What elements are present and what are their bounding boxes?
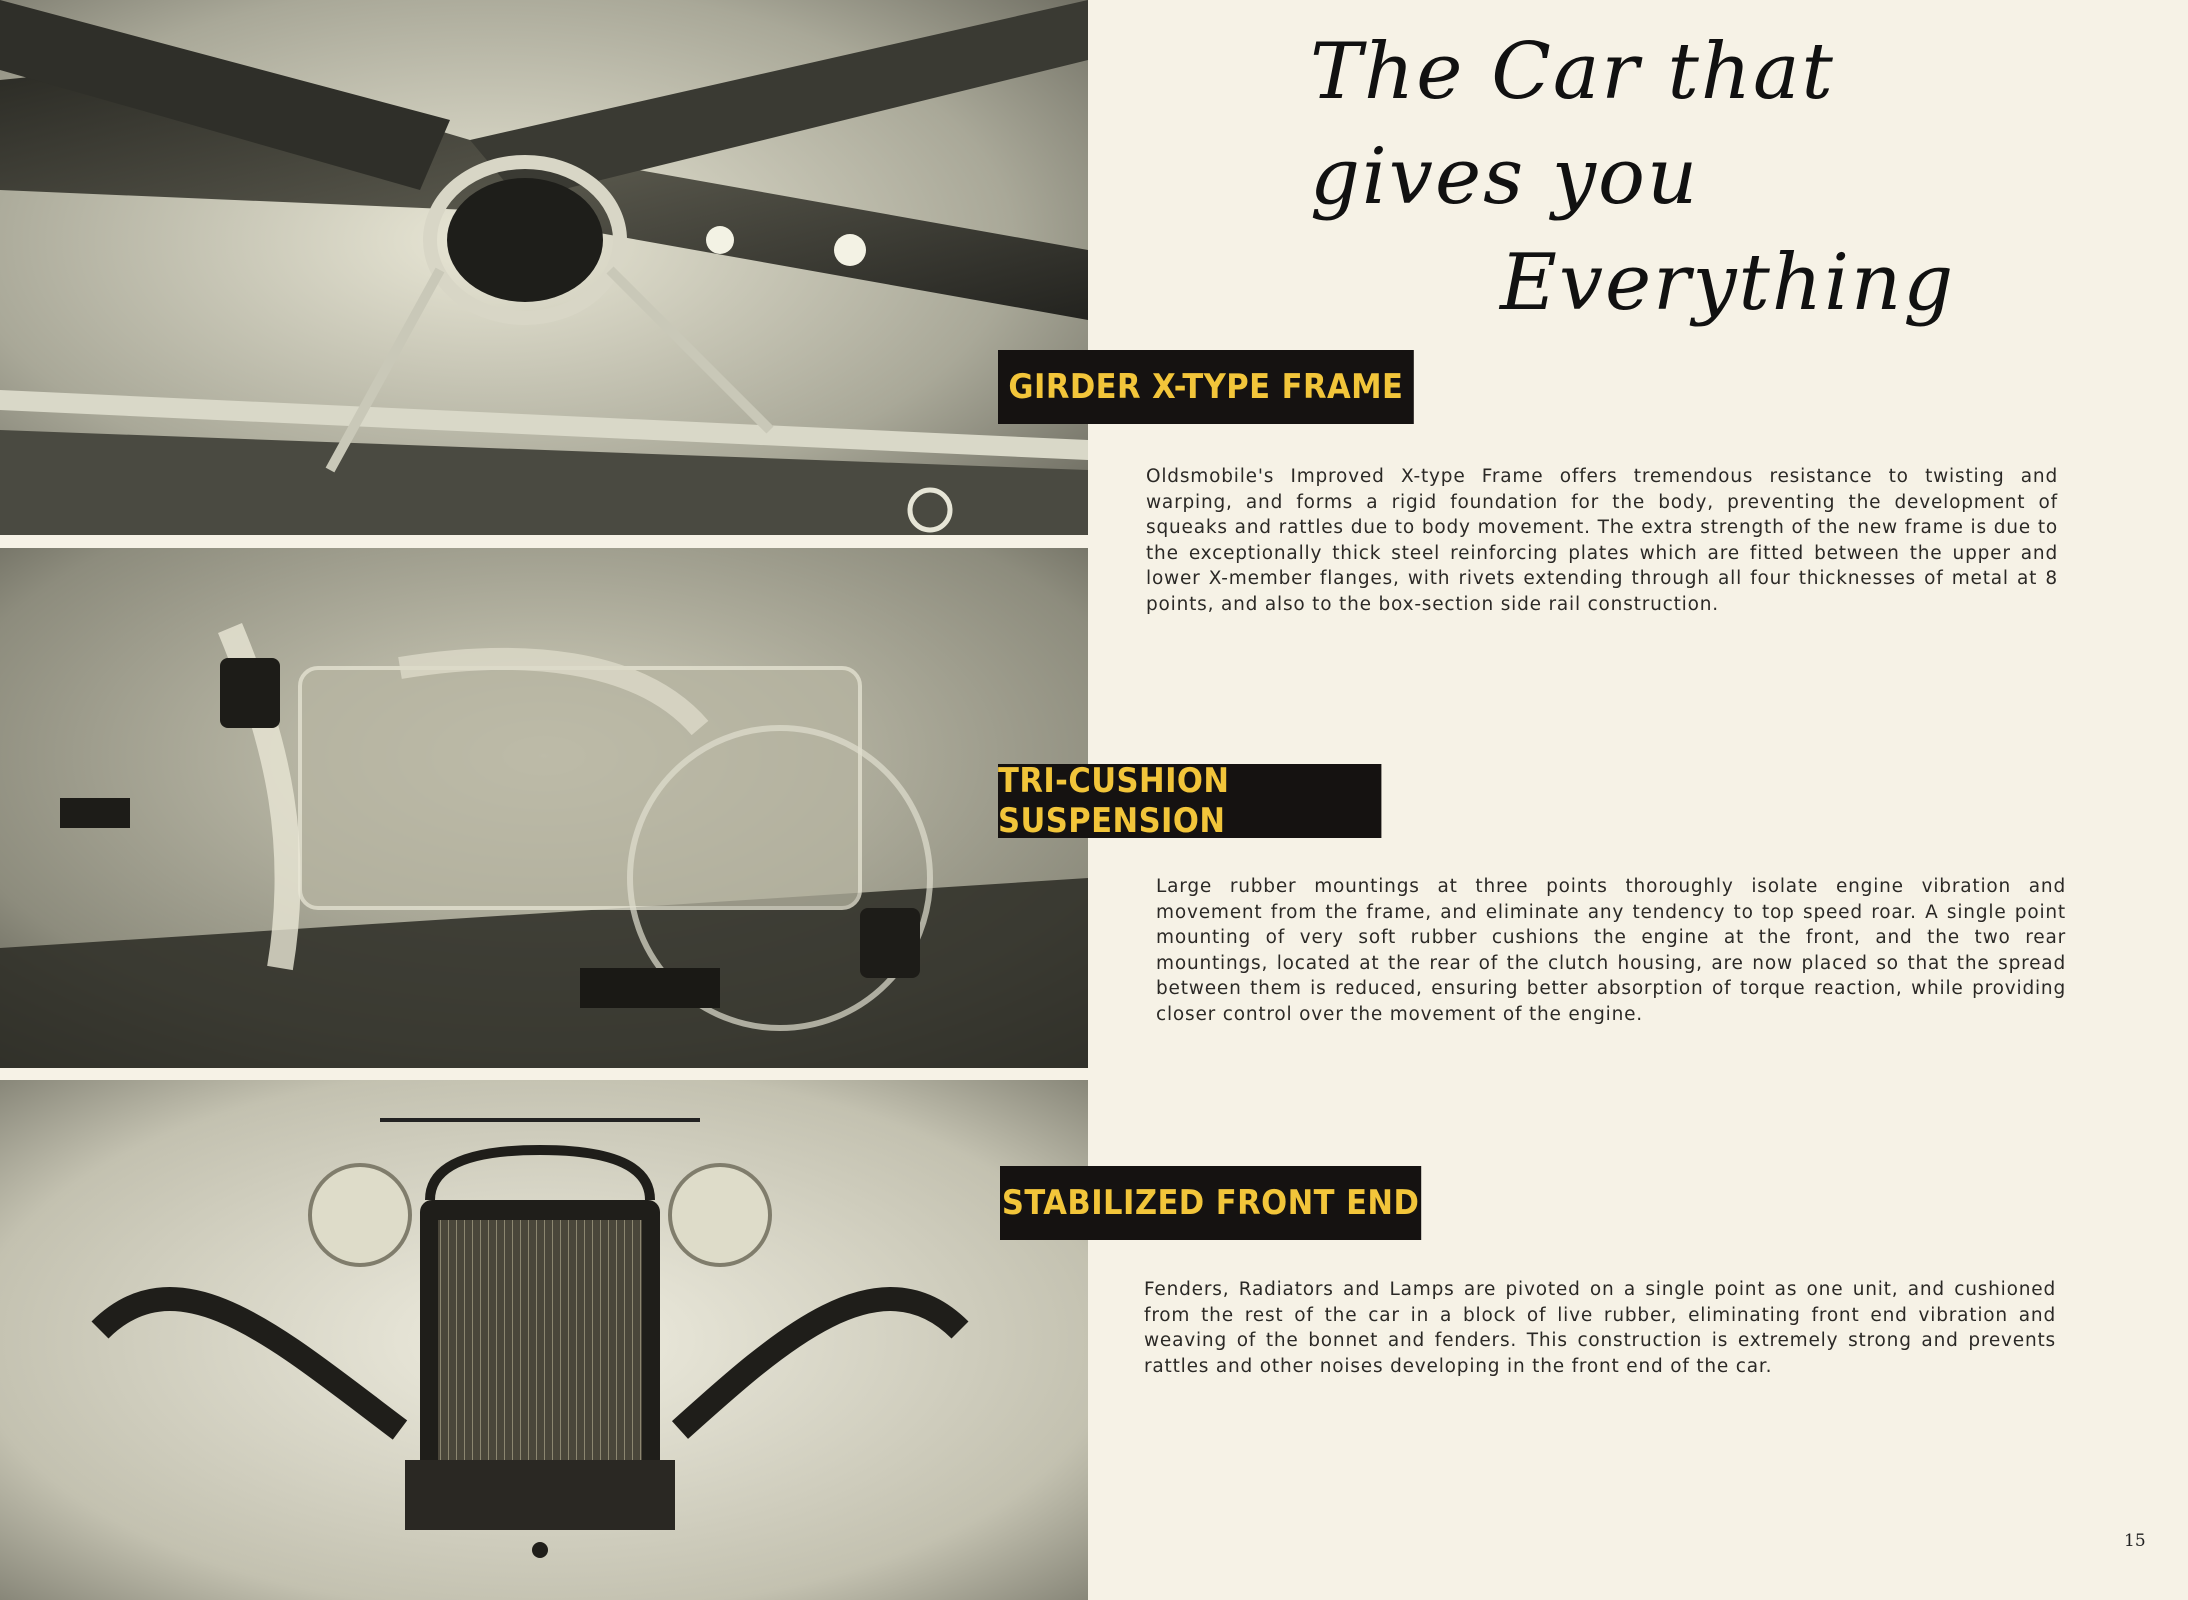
- page-title: [1230, 20, 2030, 336]
- section-body-front-end: Fenders, Radiators and Lamps are pivoted on a single point as one unit, and cushioned from the rest of the car in a block of live rubber, eliminating front end vibration and weaving of the bonnet and fenders. This construction is extremely strong and prevents rattles and other noises developing in the front end of the car.: [1144, 1279, 2056, 1377]
- section-heading-suspension: [998, 761, 1381, 841]
- section-body-suspension: Large rubber mountings at three points thoroughly isolate engine vibration and movement from the frame, and eliminate any tendency to top speed roar. A single point mounting of very soft rubber cushions the engine at the front, and the two rear mountings, located at the rear of the clutch housing, are now placed so that the spread between them is reduced, ensuring better absorption of torque reaction, while providing closer control over the movement of the engine.: [1156, 876, 2066, 1025]
- photo-divider: [0, 535, 1088, 548]
- section-heading-label: STABILIZED FRONT END: [1001, 1183, 1420, 1223]
- x-frame-photo: [0, 0, 1088, 535]
- section-heading-label: TRI-CUSHION SUSPENSION: [998, 761, 1230, 841]
- title-line-1: The Car that gives you: [1310, 27, 1835, 223]
- section-heading-label: GIRDER X-TYPE FRAME: [1008, 367, 1404, 407]
- photo-divider: [0, 1068, 1088, 1080]
- section-heading-frame: [998, 350, 1414, 424]
- title-line-2: Everything: [1500, 237, 1956, 328]
- front-end-photo: [0, 1080, 1088, 1600]
- section-body-frame: Oldsmobile's Improved X-type Frame offers tremendous resistance to twisting and warping, and forms a rigid foundation for the body, preventing the development of squeaks and rattles due to body movement. The extra strength of the new frame is due to the exceptionally thick steel reinforcing plates which are fitted between the upper and lower X-member flanges, with rivets extending through all four thicknesses of metal at 8 points, and also to the box-section side rail construction.: [1146, 466, 2058, 615]
- page-number: 15: [2124, 1531, 2146, 1551]
- engine-photo: [0, 548, 1088, 1068]
- section-heading-front-end: [1000, 1166, 1421, 1240]
